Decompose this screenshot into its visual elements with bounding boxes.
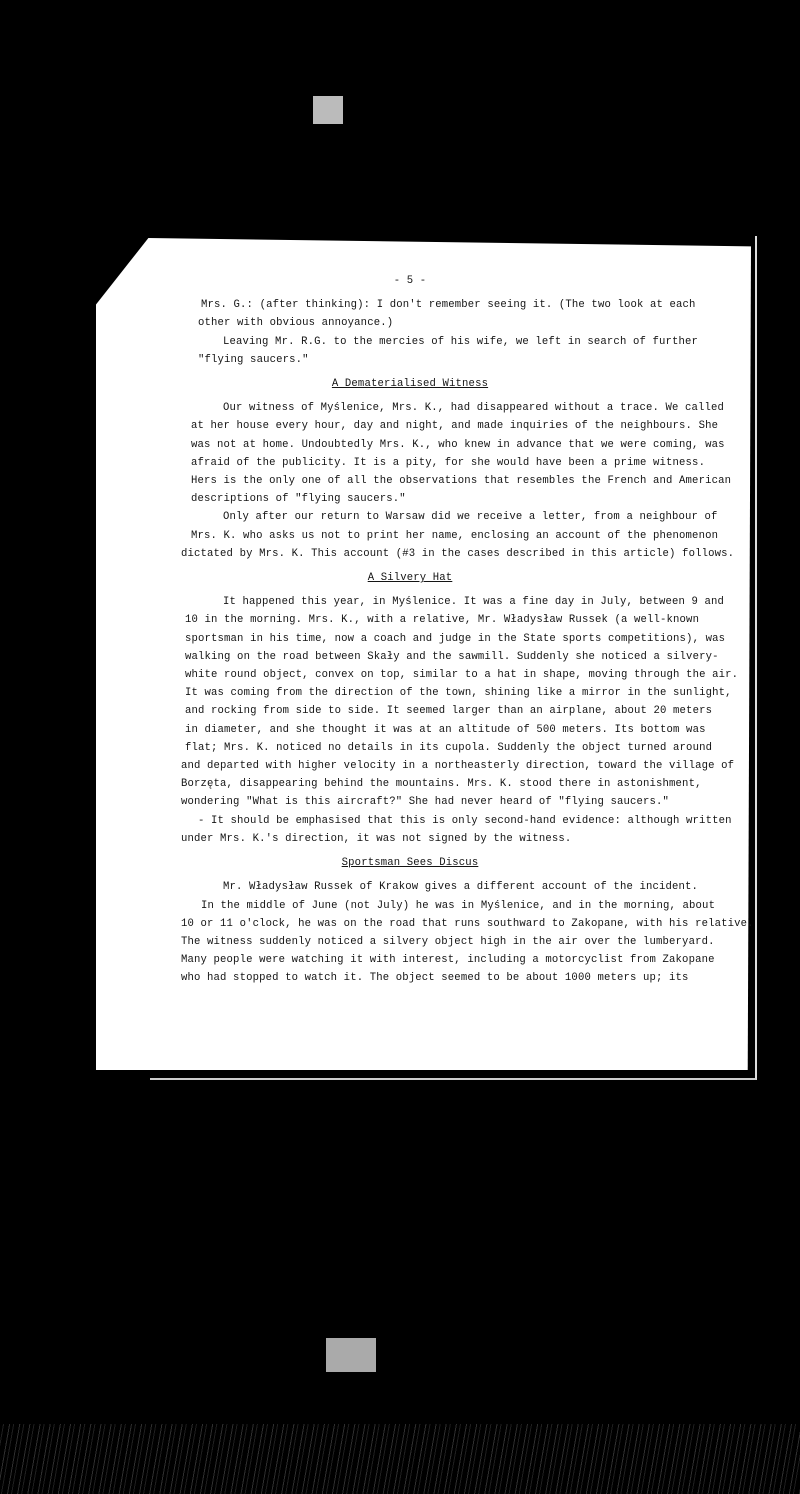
text-line: sportsman in his time, now a coach and judge in the State sports competitions), was (185, 632, 726, 645)
text-line: Hers is the only one of all the observations that resembles the French and American (191, 475, 732, 488)
text-line: was not at home. Undoubtedly Mrs. K., who knew in advance that we were coming, was (191, 438, 725, 451)
text-line: other with obvious annoyance.) (198, 317, 394, 330)
text-line: and departed with higher velocity in a northeasterly direction, toward the village of (181, 760, 735, 773)
text-line: white round object, convex on top, similar to a hat in shape, moving through the air. (185, 669, 739, 682)
page-number: - 5 - (393, 275, 427, 287)
text-line: and rocking from side to side. It seemed larger than an airplane, about 20 meters (185, 705, 713, 718)
text-line: - It should be emphasised that this is only second-hand evidence: although written (198, 814, 732, 827)
text-line: who had stopped to watch it. The object seemed to be about 1000 meters up; its (181, 972, 689, 985)
section-heading: A Silvery Hat (367, 572, 453, 585)
text-line: flat; Mrs. K. noticed no details in its cupola. Suddenly the object turned around (185, 741, 713, 754)
page-text (105, 272, 754, 988)
section-heading: Sportsman Sees Discus (341, 857, 479, 870)
text-line: Mrs. G.: (after thinking): I don't remember seeing it. (The two look at each (201, 299, 696, 312)
text-line: 10 or 11 o'clock, he was on the road that runs southward to Zakopane, with his relative. (181, 917, 754, 930)
scan-artifact-bottom (326, 1338, 376, 1372)
text-line: In the middle of June (not July) he was in Myślenice, and in the morning, about (201, 899, 716, 912)
text-line: Mrs. K. who asks us not to print her name, enclosing an account of the phenomenon (191, 529, 719, 542)
text-line: Borzęta, disappearing behind the mountains. Mrs. K. stood there in astonishment, (181, 778, 702, 791)
text-line: It happened this year, in Myślenice. It was a fine day in July, between 9 and (223, 596, 725, 609)
text-line: Leaving Mr. R.G. to the mercies of his wife, we left in search of further (223, 335, 699, 348)
section-heading: A Dematerialised Witness (331, 378, 489, 391)
text-line: in diameter, and she thought it was at an altitude of 500 meters. Its bottom was (185, 723, 706, 736)
text-line: walking on the road between Skały and the sawmill. Suddenly she noticed a silvery- (185, 650, 719, 663)
text-line: wondering "What is this aircraft?" She had never heard of "flying saucers." (181, 796, 670, 809)
text-line: "flying saucers." (198, 353, 309, 366)
text-line: 10 in the morning. Mrs. K., with a relative, Mr. Władysław Russek (a well-known (185, 614, 700, 627)
text-line: descriptions of "flying saucers." (191, 493, 406, 506)
text-line: It was coming from the direction of the town, shining like a mirror in the sunlight, (185, 687, 732, 700)
text-line: dictated by Mrs. K. This account (#3 in the cases described in this article) follows. (181, 547, 735, 560)
text-line: Many people were watching it with interest, including a motorcyclist from Zakopane (181, 954, 715, 967)
text-line: at her house every hour, day and night, and made inquiries of the neighbours. She (191, 420, 719, 433)
scan-noise (0, 1424, 800, 1494)
text-line: The witness suddenly noticed a silvery object high in the air over the lumberyard. (181, 935, 715, 948)
text-line: Mr. Władysław Russek of Krakow gives a different account of the incident. (223, 881, 699, 894)
scan-artifact-top (313, 96, 343, 124)
text-line: Only after our return to Warsaw did we receive a letter, from a neighbour of (223, 511, 718, 524)
text-line: under Mrs. K.'s direction, it was not signed by the witness. (181, 832, 572, 845)
text-line: Our witness of Myślenice, Mrs. K., had disappeared without a trace. We called (223, 402, 725, 415)
text-line: afraid of the publicity. It is a pity, for she would have been a prime witness. (191, 456, 706, 469)
